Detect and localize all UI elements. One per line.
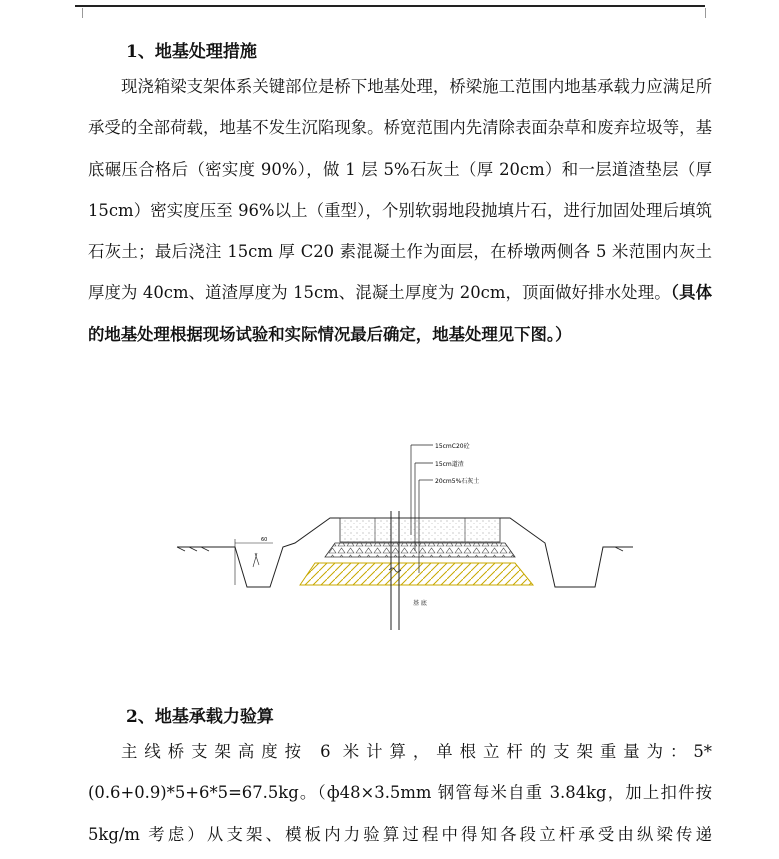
slope-dimension-label: 60 xyxy=(261,537,268,543)
section1-bold-note: （具体的地基处理根据现场试验和实际情况最后确定，地基处理见下图。） xyxy=(88,283,712,344)
section2-heading: 2、地基承载力验算 xyxy=(126,707,274,727)
section2-body-text: 主线桥支架高度按 6 米计算，单根立杆的支架重量为：5*(0.6+0.9)*5+6*5=67.5kg。（ф48×3.5mm 钢管每米自重 3.84kg，加上扣件按 5kg/m 考虑）从支架、模板内力验算过程中得知各段立杆承受由纵梁传递 xyxy=(88,742,712,844)
section1-paragraph xyxy=(88,66,712,355)
section1-heading: 1、地基处理措施 xyxy=(126,42,257,62)
margin-mark-left xyxy=(72,8,83,18)
section1-body-text: 现浇箱梁支架体系关键部位是桥下地基处理，桥梁施工范围内地基承载力应满足所承受的全部荷载，地基不发生沉陷现象。桥宽范围内先清除表面杂草和废弃垃圾等，基底碾压合格后（密实度 90%），做 1 层 5%石灰土（厚 20cm）和一层道渣垫层（厚 15cm）密实度压至 96%以上（重型），个别软弱地段抛填片石，进行加固处理后填筑石灰土；最后浇注 15cm 厚 C20 素混凝土作为面层，在桥墩两侧各 5 米范围内灰土厚度为 40cm、道渣厚度为 15cm、混凝土厚度为 20cm，顶面做好排水处理。 xyxy=(88,77,712,303)
header-rule xyxy=(75,5,705,7)
foundation-treatment-diagram xyxy=(175,435,635,635)
lime-soil-layer xyxy=(300,563,533,585)
base-label: 基 底 xyxy=(413,600,427,607)
ballast-layer xyxy=(325,543,515,557)
section2-paragraph xyxy=(88,731,712,855)
label-concrete: 15cmC20砼 xyxy=(435,443,470,450)
concrete-layer xyxy=(340,518,500,542)
margin-mark-right xyxy=(705,8,716,18)
label-ballast: 15cm道渣 xyxy=(435,461,464,468)
label-lime-soil: 20cm5%石灰土 xyxy=(435,478,480,485)
